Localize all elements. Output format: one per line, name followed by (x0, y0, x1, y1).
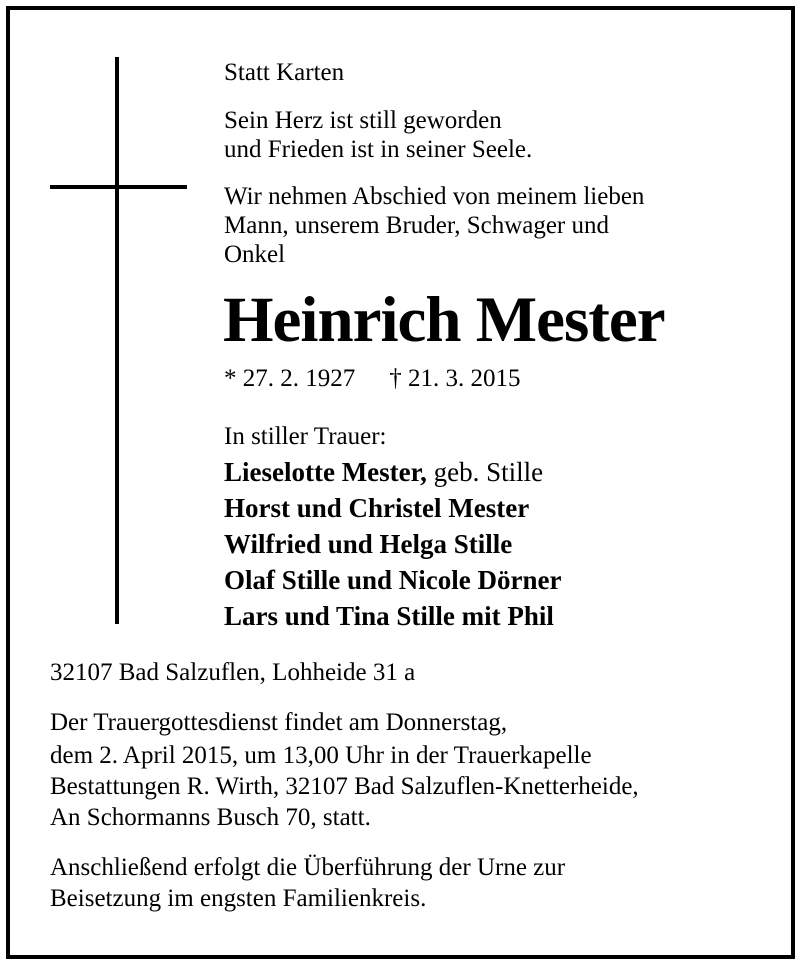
farewell-line-1: Wir nehmen Abschied von meinem lieben (224, 183, 645, 210)
mourner-name: Horst und Christel Mester (224, 493, 530, 523)
service-line-4: An Schormanns Busch 70, statt. (50, 804, 371, 831)
mourner-name: Wilfried und Helga Stille (224, 529, 513, 559)
verse-line-2: und Frieden ist in seiner Seele. (224, 136, 533, 163)
mourner-name: Olaf Stille und Nicole Dörner (224, 565, 562, 595)
service-line-1: Der Trauergottesdienst findet am Donnerstag, (50, 709, 508, 736)
mourners-intro: In stiller Trauer: (224, 423, 387, 450)
closing-line-2: Beisetzung im engsten Familienkreis. (50, 885, 427, 912)
mourner-row (224, 454, 543, 490)
cross-icon (115, 57, 119, 624)
farewell-line-3: Onkel (224, 241, 286, 268)
mourner-row (224, 598, 554, 634)
cross-icon-crossbar (50, 185, 187, 189)
death-date: † 21. 3. 2015 (389, 365, 521, 392)
mourner-name: Lieselotte Mester, (224, 457, 427, 487)
service-line-2: dem 2. April 2015, um 13,00 Uhr in der Trauerkapelle (50, 742, 592, 769)
mourner-row (224, 526, 512, 562)
address: 32107 Bad Salzuflen, Lohheide 31 a (50, 659, 416, 686)
life-dates (224, 364, 521, 393)
mourner-name: Lars und Tina Stille mit Phil (224, 601, 554, 631)
farewell-line-2: Mann, unserem Bruder, Schwager und (224, 212, 610, 239)
verse-line-1: Sein Herz ist still geworden (224, 107, 502, 134)
closing-line-1: Anschließend erfolgt die Überführung der Urne zur (50, 854, 566, 881)
statt-karten: Statt Karten (224, 59, 345, 86)
birth-date: * 27. 2. 1927 (224, 365, 356, 392)
mourner-row (224, 490, 529, 526)
mourner-suffix: geb. Stille (426, 457, 544, 487)
deceased-name: Heinrich Mester (223, 284, 665, 356)
mourner-row (224, 562, 561, 598)
service-line-3: Bestattungen R. Wirth, 32107 Bad Salzuflen-Knetterheide, (50, 773, 639, 800)
